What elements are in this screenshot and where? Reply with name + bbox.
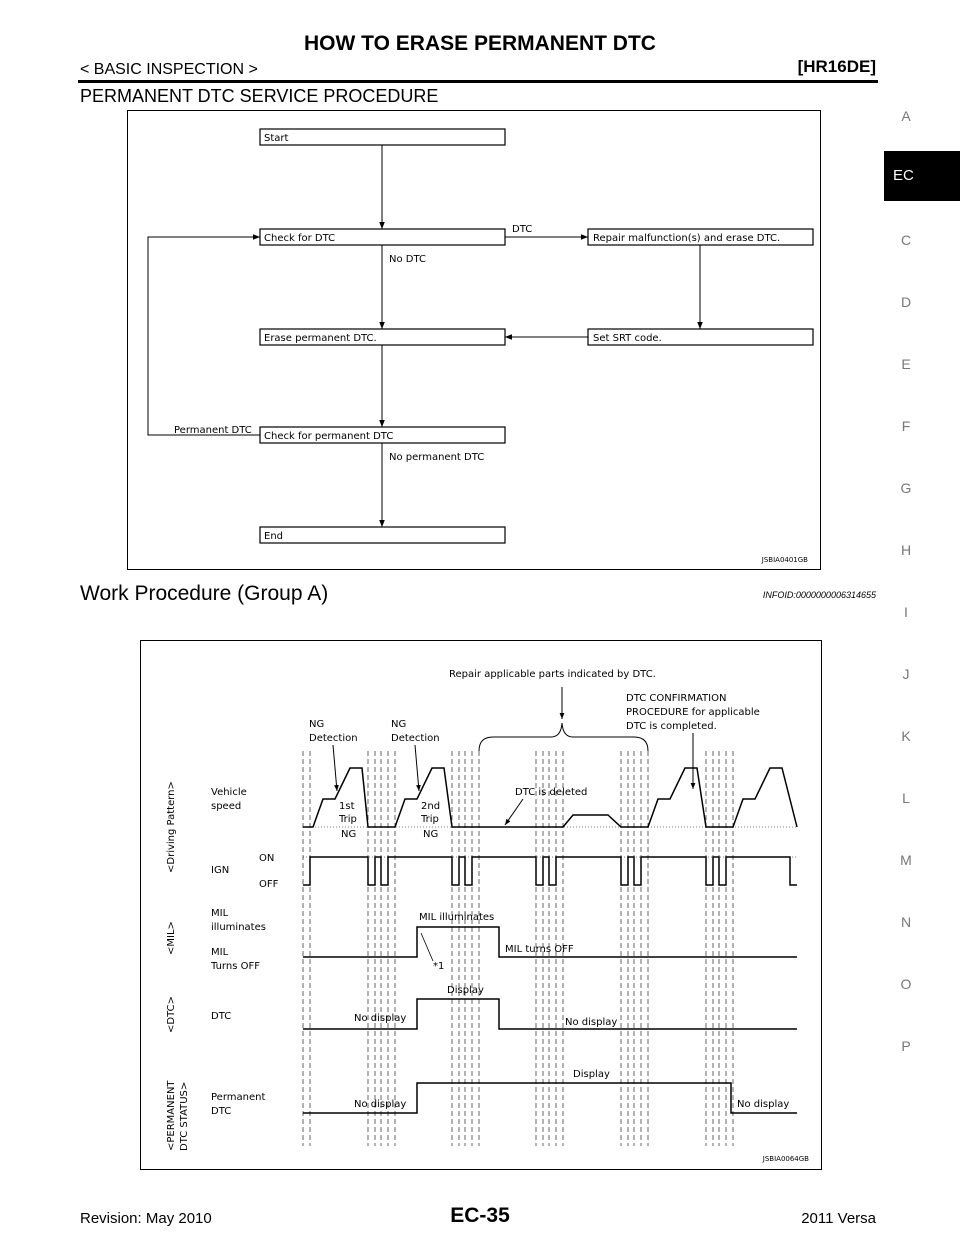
trip2-c: NG <box>423 829 439 840</box>
row-label-mil-off-1: MIL <box>211 947 229 958</box>
side-index-j[interactable]: J <box>902 666 910 682</box>
timing-brace <box>479 723 648 751</box>
perm-no-display-2: No display <box>737 1099 790 1110</box>
timing-group-mil: <MIL> <box>166 921 177 955</box>
side-index-h[interactable]: H <box>900 542 912 558</box>
timing-label-confirm-3: DTC is completed. <box>626 721 717 732</box>
timing-arrow-ng-1 <box>333 745 337 791</box>
dtc-display-label: Display <box>447 985 484 996</box>
flow-text-end: End <box>264 531 284 542</box>
trip2-a: 2nd <box>421 801 441 812</box>
timing-ng-detection-2a: NG <box>391 719 407 730</box>
timing-ng-detection-1b: Detection <box>309 733 358 744</box>
flow-label-permanent-dtc: Permanent DTC <box>174 425 252 436</box>
row-label-mil-on-1: MIL <box>211 908 229 919</box>
timing-svg <box>141 641 820 1168</box>
trip1-a: 1st <box>339 801 355 812</box>
work-procedure-heading: Work Procedure (Group A) <box>80 582 329 605</box>
side-index-p[interactable]: P <box>901 1038 911 1054</box>
footer-page-number: EC-35 <box>450 1204 510 1227</box>
flowchart-figure <box>127 110 821 570</box>
side-index-e[interactable]: E <box>901 356 911 372</box>
row-label-vehicle-1: Vehicle <box>211 787 247 798</box>
row-label-ign: IGN <box>211 865 230 876</box>
side-index-c[interactable]: C <box>900 232 912 248</box>
timing-group-perm-2: DTC STATUS> <box>179 1081 190 1151</box>
flow-text-srt: Set SRT code. <box>593 333 662 344</box>
flow-text-check-perm: Check for permanent DTC <box>264 431 394 442</box>
engine-tag: [HR16DE] <box>797 57 876 76</box>
side-index-k[interactable]: K <box>901 728 911 744</box>
timing-group-perm-1: <PERMANENT <box>166 1080 177 1151</box>
timing-ng-detection-1a: NG <box>309 719 325 730</box>
side-index-g[interactable]: G <box>900 480 912 496</box>
star1-label: *1 <box>433 961 445 972</box>
header-rule <box>78 80 878 83</box>
side-index-l[interactable]: L <box>902 790 910 806</box>
flow-label-dtc: DTC <box>512 224 533 235</box>
row-label-perm-2: DTC <box>211 1106 232 1117</box>
side-index-a[interactable]: A <box>901 108 911 124</box>
timing-ng-detection-2b: Detection <box>391 733 440 744</box>
waveform-ign <box>303 857 797 885</box>
side-index-f[interactable]: F <box>901 418 911 434</box>
mil-turns-off-label: MIL turns OFF <box>505 944 574 955</box>
timing-group-dtc: <DTC> <box>166 996 177 1033</box>
dtc-deleted-label: DTC is deleted <box>515 787 588 798</box>
timing-label-repair: Repair applicable parts indicated by DTC. <box>449 669 656 680</box>
timing-arrow-dtc-deleted <box>505 799 523 825</box>
row-label-mil-off-2: Turns OFF <box>211 961 260 972</box>
timing-group-driving: <Driving Pattern> <box>166 781 177 873</box>
side-index-m[interactable]: M <box>900 852 912 868</box>
flow-label-no-dtc: No DTC <box>389 254 426 265</box>
side-index-o[interactable]: O <box>900 976 912 992</box>
timing-arrow-ng-2 <box>415 745 419 791</box>
flow-text-erase: Erase permanent DTC. <box>264 333 377 344</box>
row-label-vehicle-2: speed <box>211 801 242 812</box>
row-label-dtc: DTC <box>211 1011 232 1022</box>
page-title: HOW TO ERASE PERMANENT DTC <box>304 32 656 55</box>
footer-revision: Revision: May 2010 <box>80 1210 212 1227</box>
perm-display-label: Display <box>573 1069 610 1080</box>
row-label-off: OFF <box>259 879 279 890</box>
side-index-i[interactable]: I <box>904 604 908 620</box>
footer-vehicle: 2011 Versa <box>801 1210 876 1227</box>
side-index-ec[interactable]: EC <box>884 151 960 201</box>
mil-illuminates-label: MIL illuminates <box>419 912 495 923</box>
infoid: INFOID:0000000006314655 <box>762 590 876 600</box>
dtc-no-display-2: No display <box>565 1017 618 1028</box>
section-heading: PERMANENT DTC SERVICE PROCEDURE <box>80 86 439 106</box>
section-tag: < BASIC INSPECTION > <box>80 61 258 78</box>
flow-box-end <box>260 527 505 543</box>
row-label-mil-on-2: illuminates <box>211 922 266 933</box>
star1-leader <box>421 933 433 961</box>
flow-box-start <box>260 129 505 145</box>
flow-text-repair: Repair malfunction(s) and erase DTC. <box>593 233 781 244</box>
trip1-b: Trip <box>339 814 357 825</box>
timing-figure <box>140 640 822 1170</box>
row-label-perm-1: Permanent <box>211 1092 266 1103</box>
trip2-b: Trip <box>421 814 439 825</box>
side-index-d[interactable]: D <box>900 294 912 310</box>
perm-no-display-1: No display <box>354 1099 407 1110</box>
side-index-n[interactable]: N <box>900 914 912 930</box>
flow-text-check-dtc: Check for DTC <box>264 233 336 244</box>
flow-label-no-permanent-dtc: No permanent DTC <box>389 452 485 463</box>
timing-label-confirm-1: DTC CONFIRMATION <box>626 693 727 704</box>
timing-label-confirm-2: PROCEDURE for applicable <box>626 707 760 718</box>
flowchart-svg <box>128 111 819 568</box>
side-index <box>884 0 960 1100</box>
flow-arrow-loop <box>148 237 260 435</box>
flow-text-start: Start <box>264 133 289 144</box>
timing-code: JSBIA0064GB <box>762 1155 809 1163</box>
row-label-on: ON <box>259 853 275 864</box>
dtc-no-display-1: No display <box>354 1013 407 1024</box>
trip1-c: NG <box>341 829 357 840</box>
flowchart-code: JSBIA0401GB <box>761 556 808 564</box>
